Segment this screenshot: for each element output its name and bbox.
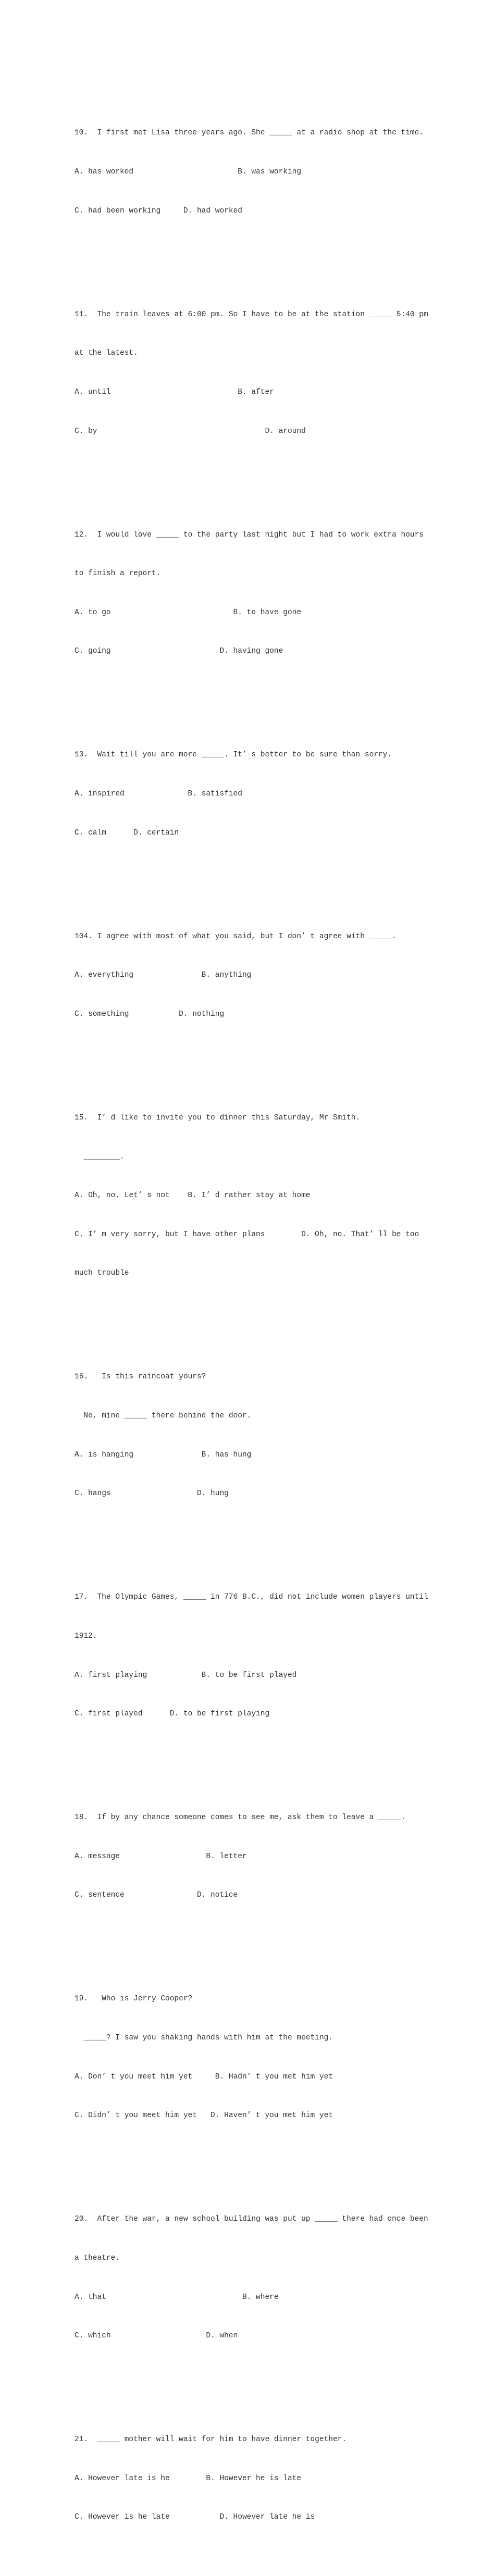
- q18-options-ab: A. message B. letter: [75, 1852, 247, 1861]
- q20-stem: 20. After the war, a new school building was put up _____ there had once been: [75, 2215, 428, 2224]
- q19-reply-line: _____? I saw you shaking hands with him at the meeting.: [75, 2034, 333, 2042]
- q13-stem: 13. Wait till you are more _____. It’ s better to be sure than sorry.: [75, 751, 392, 760]
- q12-options-cd: C. going D. having gone: [75, 647, 283, 656]
- question-block-21: [75, 2407, 428, 2550]
- q11-options-ab: A. until B. after: [75, 388, 274, 396]
- question-block-20: [75, 2187, 428, 2369]
- q20-stem-continued: a theatre.: [75, 2254, 120, 2262]
- q12-stem: 12. I would love _____ to the party last night but I had to work extra hours: [75, 530, 424, 539]
- q104-options-cd: C. something D. nothing: [75, 1010, 225, 1018]
- q15-options-cd: C. I’ m very sorry, but I have other plans D. Oh, no. That’ ll be too: [75, 1230, 419, 1239]
- question-block-10: [75, 101, 428, 244]
- q15-options-ab: A. Oh, no. Let’ s not B. I’ d rather stay at home: [75, 1191, 311, 1200]
- q21-stem: 21. _____ mother will wait for him to have dinner together.: [75, 2435, 347, 2444]
- q19-stem: 19. Who is Jerry Cooper?: [75, 1995, 193, 2003]
- q17-stem: 17. The Olympic Games, _____ in 776 B.C., did not include women players until: [75, 1593, 428, 1602]
- q15-stem: 15. I’ d like to invite you to dinner this Saturday, Mr Smith.: [75, 1113, 361, 1122]
- q10-options-cd: C. had been working D. had worked: [75, 206, 242, 215]
- q20-options-ab: A. that B. where: [75, 2293, 279, 2301]
- question-block-19: [75, 1967, 428, 2148]
- q17-options-ab: A. first playing B. to be first played: [75, 1671, 297, 1679]
- q18-options-cd: C. sentence D. notice: [75, 1891, 238, 1900]
- q17-stem-continued: 1912.: [75, 1632, 97, 1640]
- question-block-15: [75, 1086, 428, 1306]
- q18-stem: 18. If by any chance someone comes to see me, ask them to leave a _____.: [75, 1813, 406, 1822]
- q11-stem-continued: at the latest.: [75, 349, 138, 358]
- q12-stem-continued: to finish a report.: [75, 569, 161, 578]
- q10-stem: 10. I first met Lisa three years ago. She _____ at a radio shop at the time.: [75, 129, 424, 138]
- q19-options-cd: C. Didn’ t you meet him yet D. Haven’ t you met him yet: [75, 2111, 333, 2120]
- q104-stem: 104. I agree with most of what you said, but I don’ t agree with _____.: [75, 932, 397, 941]
- q20-options-cd: C. which D. when: [75, 2332, 238, 2341]
- question-block-11: [75, 282, 428, 464]
- q16-reply-line: No, mine _____ there behind the door.: [75, 1412, 252, 1420]
- q16-stem: 16. Is this raincoat yours?: [75, 1373, 206, 1382]
- q13-options-ab: A. inspired B. satisfied: [75, 790, 242, 798]
- q12-options-ab: A. to go B. to have gone: [75, 608, 302, 617]
- q16-options-cd: C. hangs D. hung: [75, 1489, 229, 1498]
- q13-options-cd: C. calm D. certain: [75, 828, 179, 837]
- q17-options-cd: C. first played D. to be first playing: [75, 1710, 270, 1719]
- q21-options-cd: C. However is he late D. However late he is: [75, 2513, 315, 2522]
- q21-options-ab: A. However late is he B. However he is late: [75, 2474, 302, 2483]
- question-block-17: [75, 1565, 428, 1747]
- question-block-18: [75, 1785, 428, 1928]
- question-block-16: [75, 1345, 428, 1526]
- q15-blank-line: ________.: [75, 1152, 125, 1161]
- q11-stem: 11. The train leaves at 6:00 pm. So I have to be at the station _____ 5:40 pm: [75, 310, 428, 319]
- q10-options-ab: A. has worked B. was working: [75, 168, 302, 176]
- question-block-12: [75, 503, 428, 684]
- q19-options-ab: A. Don’ t you meet him yet B. Hadn’ t you met him yet: [75, 2072, 333, 2081]
- exam-page: [75, 62, 428, 2576]
- q16-options-ab: A. is hanging B. has hung: [75, 1450, 252, 1459]
- q11-options-cd: C. by D. around: [75, 427, 306, 435]
- question-block-104: [75, 904, 428, 1047]
- q104-options-ab: A. everything B. anything: [75, 971, 252, 980]
- q15-option-d-continued: much trouble: [75, 1269, 129, 1278]
- question-block-13: [75, 723, 428, 866]
